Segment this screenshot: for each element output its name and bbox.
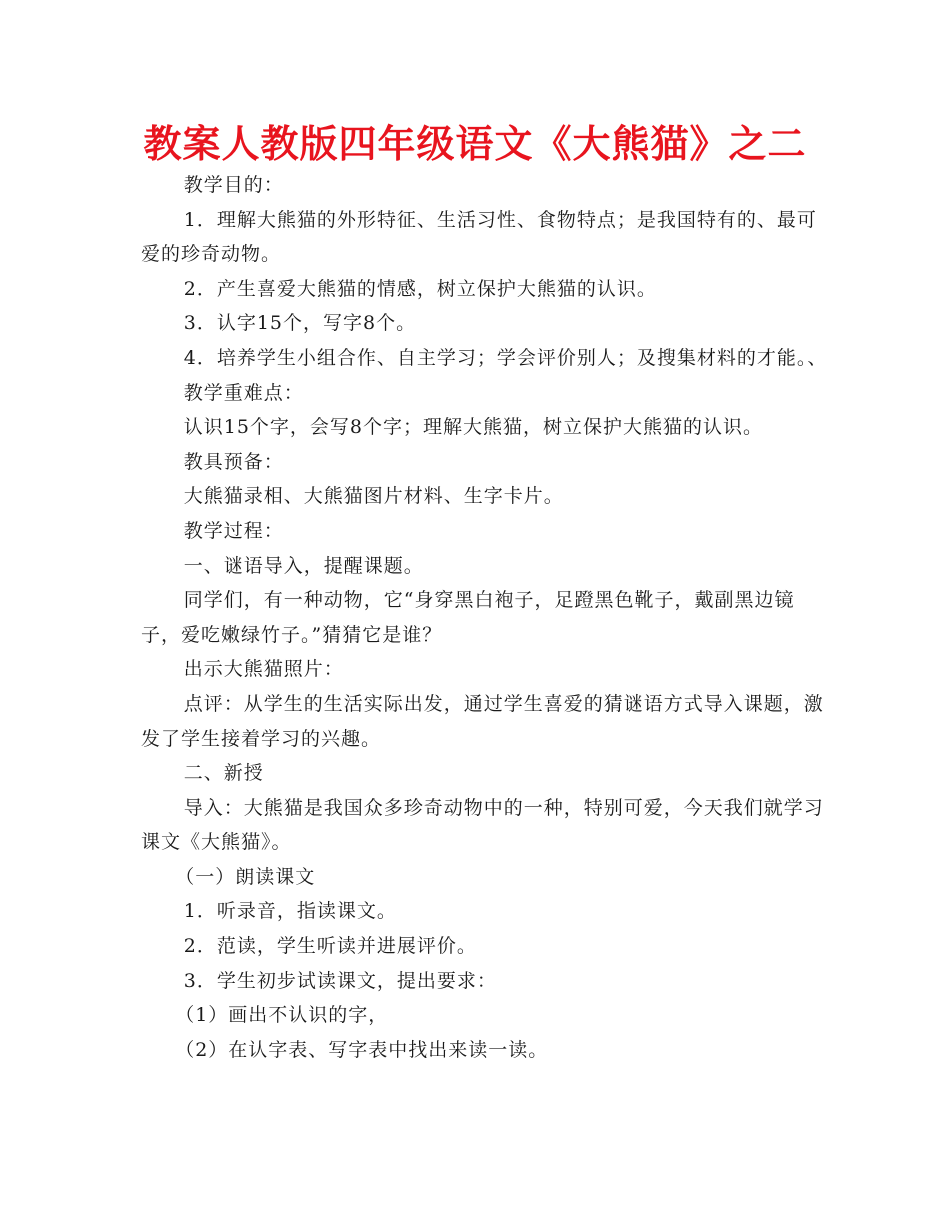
paragraph: 同学们，有一种动物，它“身穿黑白袍子，足蹬黑色靴子，戴副黑边镜子，爱吃嫩绿竹子。”猜猜它是谁？ — [141, 589, 795, 646]
paragraph: 教学目的： — [183, 174, 284, 196]
paragraph: 一、谜语导入，提醒课题。 — [183, 554, 424, 577]
paragraph: （一）朗读课文 — [175, 865, 316, 888]
paragraph: 教学重难点： — [183, 381, 304, 404]
paragraph: 3．学生初步试读课文，提出要求： — [183, 969, 497, 992]
paragraph: 点评：从学生的生活实际出发，通过学生喜爱的猜谜语方式导入课题，激发了学生接着学习的兴趣。 — [141, 692, 824, 750]
paragraph: 大熊猫录相、大熊猫图片材料、生字卡片。 — [183, 485, 564, 508]
paragraph: 教具预备： — [183, 450, 284, 473]
paragraph: 1．听录音，指读课文。 — [183, 900, 397, 923]
document-body — [141, 168, 831, 1067]
paragraph: 二、新授 — [183, 762, 264, 785]
paragraph: 出示大熊猫照片： — [183, 658, 344, 681]
paragraph: 3．认字15个，写字8个。 — [183, 312, 417, 335]
paragraph: （1）画出不认识的字， — [175, 1004, 389, 1027]
document-title: 教案人教版四年级语文《大熊猫》之二 — [143, 122, 807, 166]
paragraph: 2．范读，学生听读并进展评价。 — [183, 935, 477, 958]
paragraph: 导入：大熊猫是我国众多珍奇动物中的一种，特别可爱，今天我们就学习课文《大熊猫》。 — [141, 796, 824, 854]
paragraph: 1．理解大熊猫的外形特征、生活习性、食物特点；是我国特有的、最可爱的珍奇动物。 — [141, 208, 817, 266]
paragraph: 2．产生喜爱大熊猫的情感，树立保护大熊猫的认识。 — [183, 277, 657, 300]
paragraph: 教学过程： — [183, 519, 284, 542]
paragraph: 认识15个字，会写8个字；理解大熊猫，树立保护大熊猫的认识。 — [183, 416, 764, 439]
paragraph: （2）在认字表、写字表中找出来读一读。 — [175, 1038, 549, 1061]
paragraph: 4．培养学生小组合作、自主学习；学会评价别人；及搜集材料的才能。、 — [183, 346, 828, 369]
